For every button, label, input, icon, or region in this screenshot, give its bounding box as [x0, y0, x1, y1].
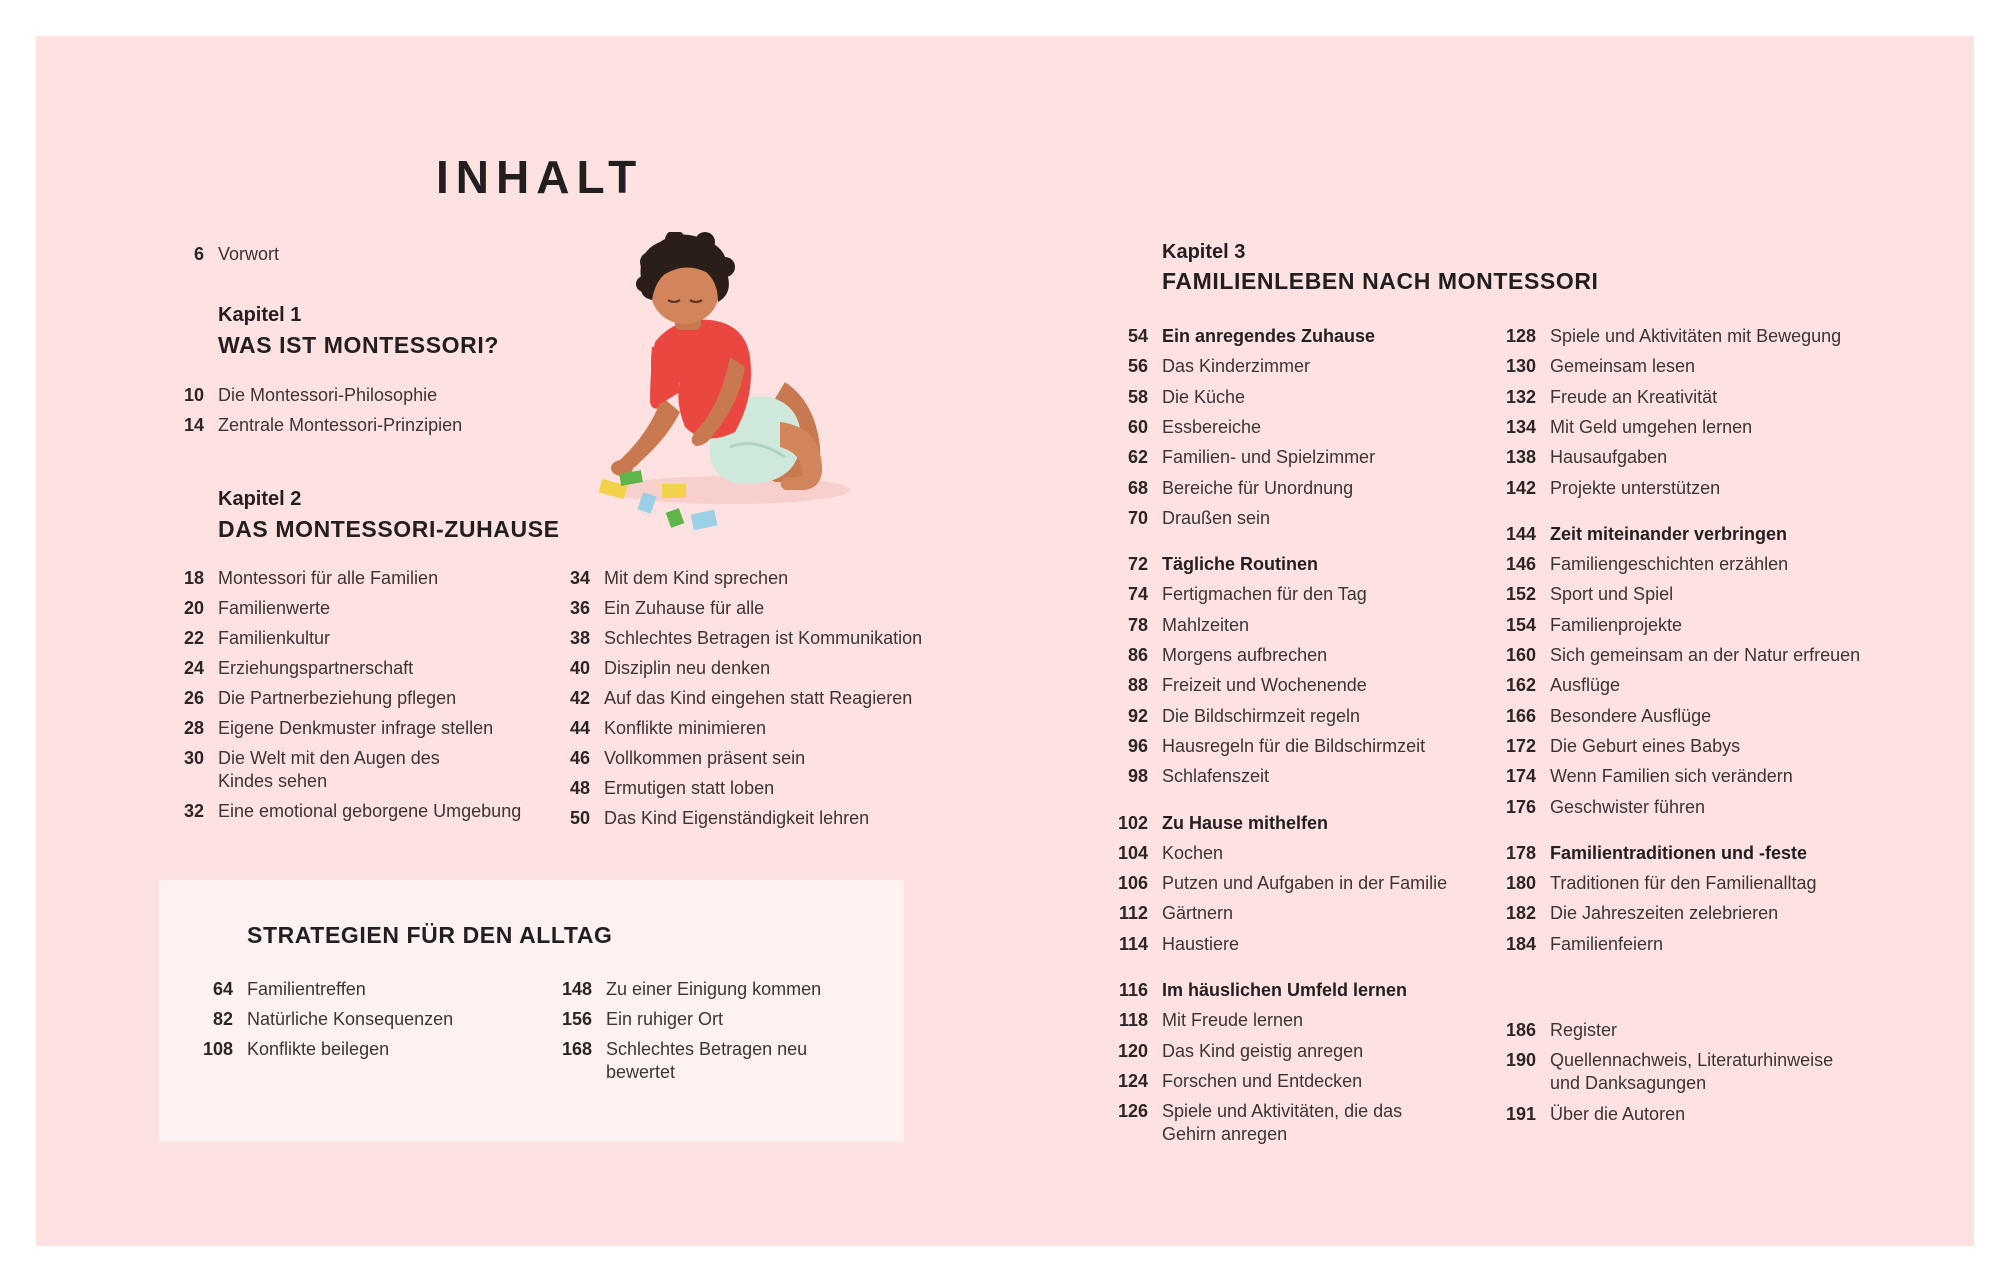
- entry-title: Die Jahreszeiten zelebrieren: [1550, 903, 1779, 924]
- toddler-illustration: [580, 232, 860, 532]
- page-number: 114: [1118, 933, 1148, 954]
- entry-title: Eine emotional geborgene Umgebung: [218, 801, 522, 821]
- entry-title: Die Montessori-Philosophie: [218, 385, 438, 405]
- page-number: 146: [1505, 554, 1536, 575]
- entry-title: Das Kind Eigenständigkeit lehren: [604, 808, 870, 828]
- entry-title: Zu einer Einigung kommen: [606, 979, 822, 999]
- page-number: 172: [1505, 735, 1536, 756]
- page-number: 56: [1127, 356, 1148, 377]
- page-number: 30: [183, 748, 204, 768]
- entry-title: Gärtnern: [1162, 903, 1234, 924]
- page-number: 60: [1127, 416, 1148, 437]
- entry-title: Essbereiche: [1162, 416, 1262, 437]
- entry-title: Mit Geld umgehen lernen: [1550, 416, 1753, 437]
- page-number: 28: [183, 718, 204, 738]
- entry-title: Mit dem Kind sprechen: [604, 568, 789, 588]
- entry-title: Familiengeschichten erzählen: [1550, 554, 1789, 575]
- page-number: 168: [561, 1039, 592, 1059]
- entry-title: Fertigmachen für den Tag: [1162, 584, 1367, 605]
- chapter1-title: WAS IST MONTESSORI?: [218, 332, 500, 358]
- entry-title: Eigene Denkmuster infrage stellen: [218, 718, 494, 738]
- entry-title: Morgens aufbrechen: [1162, 645, 1328, 665]
- page-number: 116: [1118, 980, 1148, 1000]
- page-number: 34: [569, 568, 590, 588]
- entry-title: Freizeit und Wochenende: [1162, 675, 1367, 696]
- page-number: 130: [1505, 356, 1536, 377]
- entry-title: Auf das Kind eingehen statt Reagieren: [604, 688, 913, 708]
- entry-title: Die Welt mit den Augen des: [218, 748, 440, 768]
- page-number: 128: [1505, 326, 1536, 346]
- page-number: 104: [1117, 842, 1148, 863]
- page-number: 152: [1505, 584, 1536, 605]
- page-number: 26: [183, 688, 204, 708]
- page-number: 20: [183, 598, 204, 618]
- entry-title: Hausregeln für die Bildschirmzeit: [1162, 735, 1426, 756]
- page-title: INHALT: [436, 151, 644, 203]
- page-number: 44: [569, 718, 590, 738]
- chapter2-title: DAS MONTESSORI-ZUHAUSE: [218, 516, 560, 542]
- entry-title: Kochen: [1162, 842, 1224, 863]
- page-number: 178: [1505, 842, 1536, 863]
- entry-title: Bereiche für Unordnung: [1162, 477, 1354, 498]
- entry-title: Spiele und Aktivitäten mit Bewegung: [1550, 326, 1842, 346]
- entry-title: Konflikte minimieren: [604, 718, 767, 738]
- page-number: 68: [1127, 477, 1148, 498]
- entry-title: Die Partnerbeziehung pflegen: [218, 688, 457, 708]
- entry-title-continued: und Danksagungen: [1550, 1073, 1707, 1094]
- page-number: 18: [183, 568, 204, 588]
- page-number: 98: [1127, 766, 1148, 787]
- page-number: 54: [1127, 326, 1148, 346]
- entry-title: Mahlzeiten: [1162, 614, 1250, 635]
- page-number: 106: [1117, 873, 1148, 894]
- page-number: 120: [1117, 1040, 1148, 1061]
- page-number: 118: [1118, 1010, 1148, 1031]
- entry-title: Quellennachweis, Literaturhinweise: [1550, 1050, 1834, 1071]
- page-number: 46: [569, 748, 590, 768]
- page-number: 62: [1127, 447, 1148, 468]
- entry-title: Zu Hause mithelfen: [1162, 812, 1329, 833]
- entry-title: Freude an Kreativität: [1550, 386, 1718, 407]
- page-number: 32: [183, 801, 204, 821]
- entry-title: Register: [1550, 1020, 1618, 1040]
- chapter2-label: Kapitel 2: [218, 488, 302, 510]
- entry-title: Natürliche Konsequenzen: [247, 1009, 454, 1029]
- entry-title: Hausaufgaben: [1550, 447, 1668, 468]
- page-number: 166: [1505, 705, 1536, 726]
- page-number: 144: [1505, 523, 1536, 544]
- page-number: 108: [202, 1039, 233, 1059]
- page-number: 64: [212, 979, 233, 999]
- chapter1-label: Kapitel 1: [218, 304, 302, 326]
- entry-title: Mit Freude lernen: [1162, 1010, 1304, 1031]
- entry-title: Gemeinsam lesen: [1550, 356, 1696, 377]
- page-number: 126: [1117, 1101, 1148, 1122]
- entry-title: Vorwort: [218, 244, 280, 264]
- entry-title: Montessori für alle Familien: [218, 568, 439, 588]
- entry-title: Draußen sein: [1162, 507, 1271, 528]
- page-number: 186: [1505, 1020, 1536, 1040]
- entry-title: Ein anregendes Zuhause: [1162, 326, 1376, 346]
- entry-title: Vollkommen präsent sein: [604, 748, 806, 768]
- entry-title: Zeit miteinander verbringen: [1550, 523, 1788, 544]
- entry-title: Ermutigen statt loben: [604, 778, 775, 798]
- entry-title: Ausflüge: [1550, 675, 1621, 696]
- strategies-title: STRATEGIEN FÜR DEN ALLTAG: [247, 922, 613, 948]
- page-number: 134: [1505, 416, 1536, 437]
- entry-title: Putzen und Aufgaben in der Familie: [1162, 873, 1448, 894]
- page-number: 160: [1505, 645, 1536, 665]
- entry-title: Geschwister führen: [1550, 796, 1706, 817]
- page-number: 50: [569, 808, 590, 828]
- entry-title: Traditionen für den Familienalltag: [1550, 873, 1817, 894]
- entry-title: Sich gemeinsam an der Natur erfreuen: [1550, 645, 1861, 665]
- page-number: 58: [1127, 386, 1148, 407]
- entry-title-continued: Kindes sehen: [218, 771, 328, 791]
- page-number: 138: [1505, 447, 1536, 468]
- page-number: 22: [183, 628, 204, 648]
- page-number: 112: [1118, 903, 1148, 924]
- entry-title: Sport und Spiel: [1550, 584, 1674, 605]
- entry-title: Ein ruhiger Ort: [606, 1009, 724, 1029]
- page-number: 40: [569, 658, 590, 678]
- page-number: 142: [1505, 477, 1536, 498]
- page-number: 102: [1117, 812, 1148, 833]
- entry-title: Die Küche: [1162, 386, 1246, 407]
- page-number: 92: [1127, 705, 1148, 726]
- page-number: 70: [1127, 507, 1148, 528]
- page-number: 42: [569, 688, 590, 708]
- entry-title: Familienwerte: [218, 598, 331, 618]
- page-number: 36: [569, 598, 590, 618]
- chapter3-title: FAMILIENLEBEN NACH MONTESSORI: [1162, 268, 1599, 294]
- page-number: 132: [1505, 386, 1536, 407]
- page-number: 174: [1505, 766, 1536, 787]
- entry-title: Schlafenszeit: [1162, 766, 1270, 787]
- entry-title: Das Kind geistig anregen: [1162, 1040, 1364, 1061]
- page-number: 38: [569, 628, 590, 648]
- entry-title: Familientreffen: [247, 979, 366, 999]
- page-number: 6: [193, 244, 204, 264]
- entry-title: Familienprojekte: [1550, 614, 1683, 635]
- page-number: 72: [1127, 554, 1148, 575]
- page-number: 10: [183, 385, 204, 405]
- page-number: 14: [183, 415, 204, 435]
- page-number: 191: [1505, 1103, 1536, 1124]
- page-number: 180: [1505, 873, 1536, 894]
- page-number: 124: [1117, 1070, 1148, 1091]
- entry-title: Familienkultur: [218, 628, 331, 648]
- entry-title: Disziplin neu denken: [604, 658, 771, 678]
- entry-title: Die Geburt eines Babys: [1550, 735, 1741, 756]
- entry-title: Konflikte beilegen: [247, 1039, 390, 1059]
- page-number: 24: [183, 658, 204, 678]
- page-number: 182: [1505, 903, 1536, 924]
- entry-title: Familientraditionen und -feste: [1550, 842, 1808, 863]
- entry-title: Wenn Familien sich verändern: [1550, 766, 1793, 787]
- entry-title: Besondere Ausflüge: [1550, 705, 1712, 726]
- entry-title: Über die Autoren: [1550, 1103, 1686, 1124]
- entry-title: Schlechtes Betragen neu: [606, 1039, 808, 1059]
- entry-title: Familien- und Spielzimmer: [1162, 447, 1376, 468]
- page-number: 86: [1127, 645, 1148, 665]
- entry-title-continued: Gehirn anregen: [1162, 1124, 1288, 1145]
- entry-title: Forschen und Entdecken: [1162, 1070, 1363, 1091]
- page-number: 176: [1505, 796, 1536, 817]
- page-number: 74: [1127, 584, 1148, 605]
- page-number: 48: [569, 778, 590, 798]
- entry-title: Schlechtes Betragen ist Kommunikation: [604, 628, 923, 648]
- page-number: 184: [1505, 933, 1536, 954]
- page-number: 78: [1127, 614, 1148, 635]
- entry-title: Im häuslichen Umfeld lernen: [1162, 980, 1408, 1000]
- entry-title: Tägliche Routinen: [1162, 554, 1319, 575]
- entry-title: Familienfeiern: [1550, 933, 1664, 954]
- entry-title: Ein Zuhause für alle: [604, 598, 765, 618]
- entry-title: Erziehungspartnerschaft: [218, 658, 414, 678]
- page-number: 82: [212, 1009, 233, 1029]
- entry-title: Das Kinderzimmer: [1162, 356, 1311, 377]
- entry-title: Die Bildschirmzeit regeln: [1162, 705, 1361, 726]
- entry-title-continued: bewertet: [606, 1062, 676, 1082]
- entry-title: Zentrale Montessori-Prinzipien: [218, 415, 463, 435]
- entry-title: Haustiere: [1162, 933, 1240, 954]
- page-number: 156: [561, 1009, 592, 1029]
- page-number: 162: [1505, 675, 1536, 696]
- chapter3-label: Kapitel 3: [1162, 241, 1246, 263]
- page-number: 154: [1505, 614, 1536, 635]
- entry-title: Projekte unterstützen: [1550, 477, 1721, 498]
- page-number: 96: [1127, 735, 1148, 756]
- page-number: 88: [1127, 675, 1148, 696]
- page-number: 190: [1505, 1050, 1536, 1071]
- page-number: 148: [561, 979, 592, 999]
- entry-title: Spiele und Aktivitäten, die das: [1162, 1101, 1403, 1122]
